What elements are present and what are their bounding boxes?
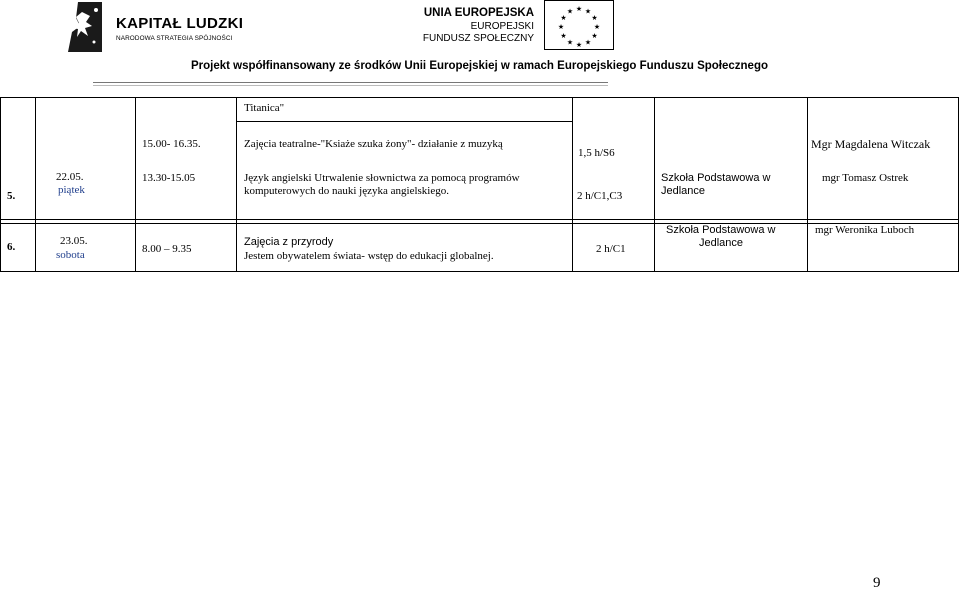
row5-subject1: Zajęcia teatralne-"Ksiaże szuka żony"- działanie z muzyką — [244, 138, 503, 150]
row5-subject2-line1: Język angielski Utrwalenie słownictwa za pomocą programów — [244, 172, 520, 184]
svg-text:★: ★ — [584, 38, 592, 47]
svg-text:★: ★ — [560, 32, 567, 40]
row5-teacher1: Mgr Magdalena Witczak — [811, 137, 931, 151]
row5-place-line2: Jedlance — [661, 185, 706, 197]
row6-lp: 6. — [7, 241, 16, 253]
svg-text:★: ★ — [584, 7, 592, 16]
svg-text:★: ★ — [591, 32, 598, 40]
svg-text:★: ★ — [593, 23, 601, 31]
svg-text:★: ★ — [575, 5, 583, 13]
row6-place-line1: Szkoła Podstawowa w — [666, 224, 776, 236]
ue-fund-line1: EUROPEJSKI — [470, 21, 534, 32]
ue-fund-line2: FUNDUSZ SPOŁECZNY — [422, 33, 534, 44]
row6-teacher: mgr Weronika Luboch — [815, 224, 915, 236]
row6-day: sobota — [56, 249, 85, 261]
svg-text:★: ★ — [566, 7, 574, 16]
row5-date: 22.05. — [56, 171, 84, 183]
row5-teacher2: mgr Tomasz Ostrek — [822, 172, 909, 184]
row5-time2: 13.30-15.05 — [142, 172, 196, 184]
row5-day: piątek — [58, 184, 85, 196]
row5-hours2: 2 h/C1,C3 — [577, 190, 623, 202]
svg-text:★: ★ — [560, 14, 567, 22]
row5-subject-continuation: Titanica" — [244, 102, 285, 114]
row6-subject-line2: Jestem obywatelem świata- wstęp do edukacji globalnej. — [244, 250, 494, 262]
ue-title: UNIA EUROPEJSKA — [423, 7, 534, 19]
kapital-ludzki-title: KAPITAŁ LUDZKI — [116, 15, 244, 32]
row5-place-line1: Szkoła Podstawowa w — [661, 172, 771, 184]
row6-date: 23.05. — [60, 235, 88, 247]
project-cofinancing-text: Projekt współfinansowany ze środków Unii Europejskiej w ramach Europejskiego Funduszu Społecznego — [190, 60, 769, 72]
row5-time1: 15.00- 16.35. — [142, 138, 201, 150]
svg-text:★: ★ — [591, 14, 598, 22]
row5-subject2-line2: komputerowych do nauki języka angielskiego. — [244, 185, 449, 197]
row5-hours1: 1,5 h/S6 — [578, 147, 615, 159]
kapital-ludzki-subtitle: NARODOWA STRATEGIA SPÓJNOŚCI — [116, 35, 233, 42]
row6-subject-line1: Zajęcia z przyrody — [244, 236, 334, 248]
svg-text:★: ★ — [566, 38, 574, 47]
svg-text:★: ★ — [575, 41, 583, 49]
row6-hours: 2 h/C1 — [596, 243, 626, 255]
row6-place-line2: Jedlance — [699, 237, 744, 249]
page-number: 9 — [873, 575, 881, 591]
row5-lp: 5. — [7, 190, 16, 202]
row6-time: 8.00 – 9.35 — [142, 243, 192, 255]
svg-text:★: ★ — [557, 23, 565, 31]
